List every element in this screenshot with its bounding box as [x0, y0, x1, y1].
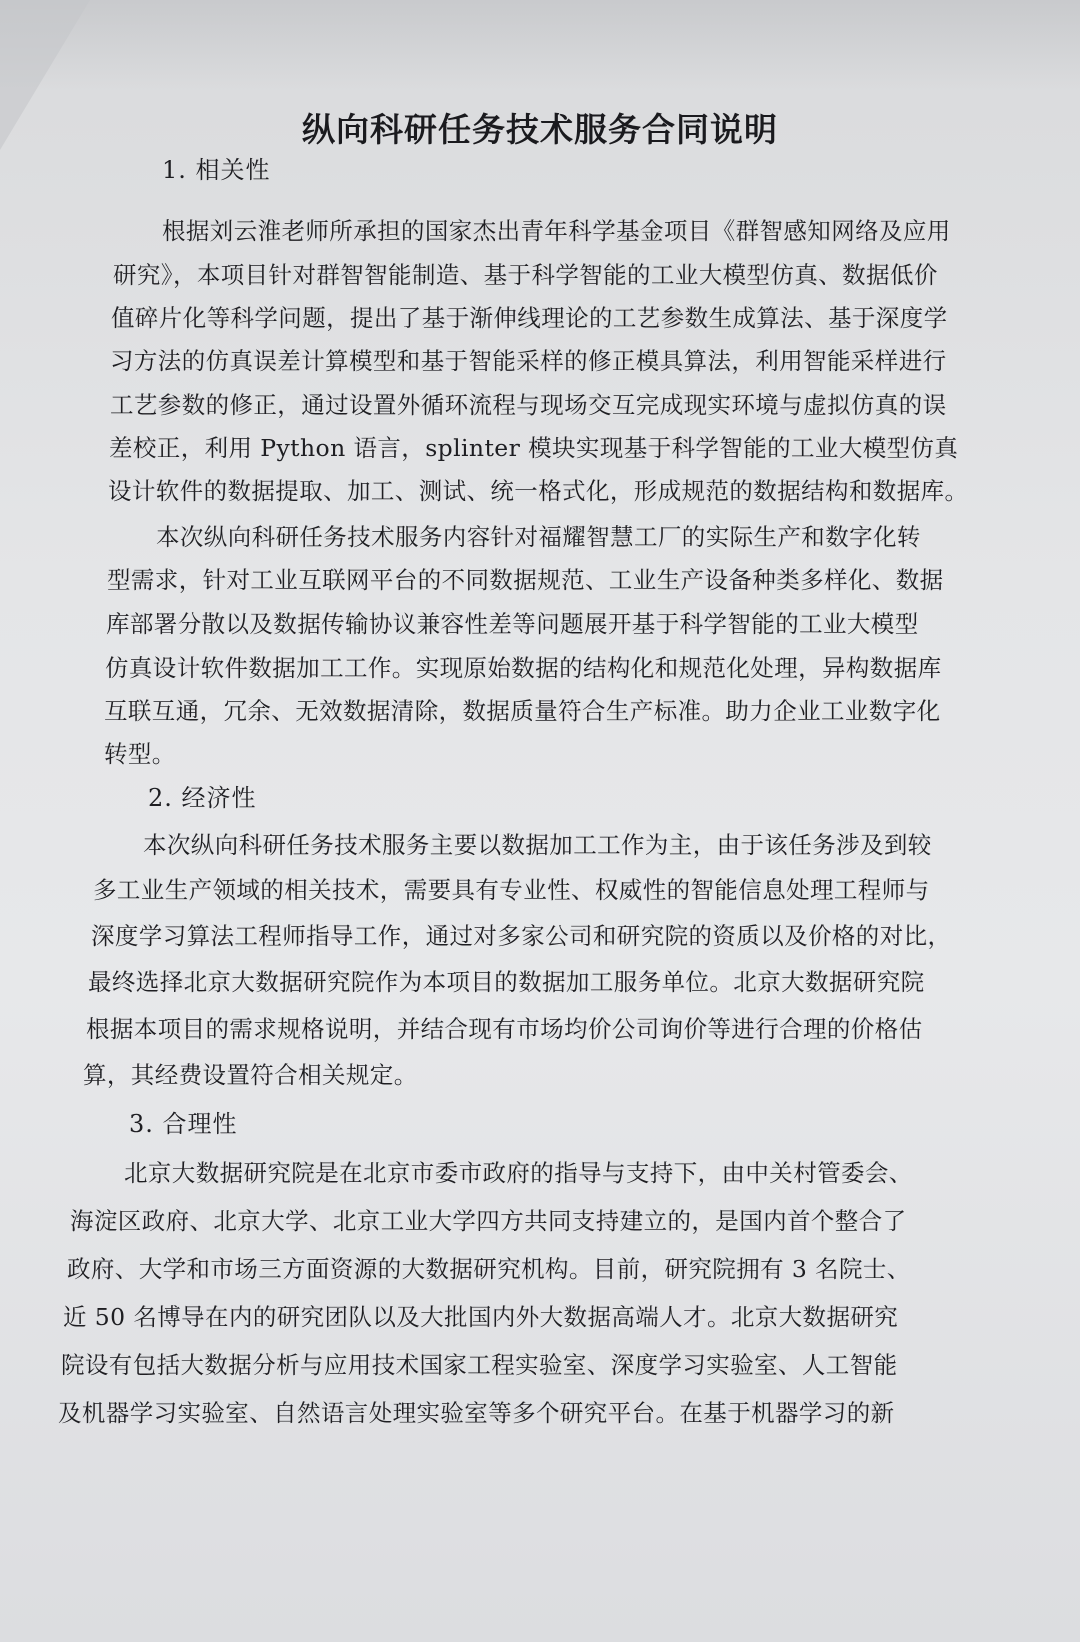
paragraph-line: 仿真设计软件数据加工工作。实现原始数据的结构化和规范化处理，异构数据库 [105, 654, 942, 682]
paragraph-line: 差校正，利用 Python 语言，splinter 模块实现基于科学智能的工业大模型仿真 [109, 434, 959, 462]
paragraph-line: 设计软件的数据提取、加工、测试、统一格式化，形成规范的数据结构和数据库。 [108, 477, 969, 505]
section-heading-relevance: 1. 相关性 [162, 156, 271, 184]
paragraph-line: 近 50 名博导在内的研究团队以及大批国内外大数据高端人才。北京大数据研究 [63, 1303, 899, 1331]
paragraph-line: 本次纵向科研任务技术服务主要以数据加工工作为主，由于该任务涉及到较 [143, 831, 932, 859]
paragraph-line: 院设有包括大数据分析与应用技术国家工程实验室、深度学习实验室、人工智能 [61, 1351, 898, 1379]
paragraph-line: 及机器学习实验室、自然语言处理实验室等多个研究平台。在基于机器学习的新 [58, 1399, 895, 1427]
paragraph-line: 多工业生产领域的相关技术，需要具有专业性、权威性的智能信息处理工程师与 [93, 876, 930, 904]
paragraph-line: 本次纵向科研任务技术服务内容针对福耀智慧工厂的实际生产和数字化转 [156, 523, 921, 551]
paragraph-line: 北京大数据研究院是在北京市委市政府的指导与支持下，由中关村管委会、 [124, 1159, 913, 1187]
section-heading-rationality: 3. 合理性 [129, 1110, 238, 1138]
paragraph-line: 根据本项目的需求规格说明，并结合现有市场均价公司询价等进行合理的价格估 [86, 1015, 923, 1043]
paragraph-line: 深度学习算法工程师指导工作，通过对多家公司和研究院的资质以及价格的对比， [91, 922, 952, 950]
paragraph-line: 型需求，针对工业互联网平台的不同数据规范、工业生产设备种类多样化、数据 [107, 566, 944, 594]
paragraph-line: 习方法的仿真误差计算模型和基于智能采样的修正模具算法，利用智能采样进行 [110, 347, 947, 375]
paragraph-line: 工艺参数的修正，通过设置外循环流程与现场交互完成现实环境与虚拟仿真的误 [110, 391, 947, 419]
paragraph-line: 研究》，本项目针对群智智能制造、基于科学智能的工业大模型仿真、数据低价 [113, 261, 938, 289]
paragraph-line: 海淀区政府、北京大学、北京工业大学四方共同支持建立的，是国内首个整合了 [70, 1207, 907, 1235]
paragraph-line: 值碎片化等科学问题，提出了基于渐伸线理论的工艺参数生成算法、基于深度学 [111, 304, 948, 332]
paragraph-line: 根据刘云淮老师所承担的国家杰出青年科学基金项目《群智感知网络及应用 [162, 217, 951, 245]
paragraph-line: 最终选择北京大数据研究院作为本项目的数据加工服务单位。北京大数据研究院 [88, 968, 925, 996]
paragraph-line: 政府、大学和市场三方面资源的大数据研究机构。目前，研究院拥有 3 名院士、 [67, 1255, 911, 1283]
section-heading-economy: 2. 经济性 [148, 784, 257, 812]
paragraph-line: 互联互通，冗余、无效数据清除，数据质量符合生产标准。助力企业工业数字化 [104, 697, 941, 725]
paragraph-line: 算，其经费设置符合相关规定。 [83, 1061, 418, 1089]
paragraph-line: 转型。 [104, 740, 176, 768]
paragraph-line: 库部署分散以及数据传输协议兼容性差等问题展开基于科学智能的工业大模型 [106, 610, 919, 638]
document-title: 纵向科研任务技术服务合同说明 [302, 110, 778, 149]
